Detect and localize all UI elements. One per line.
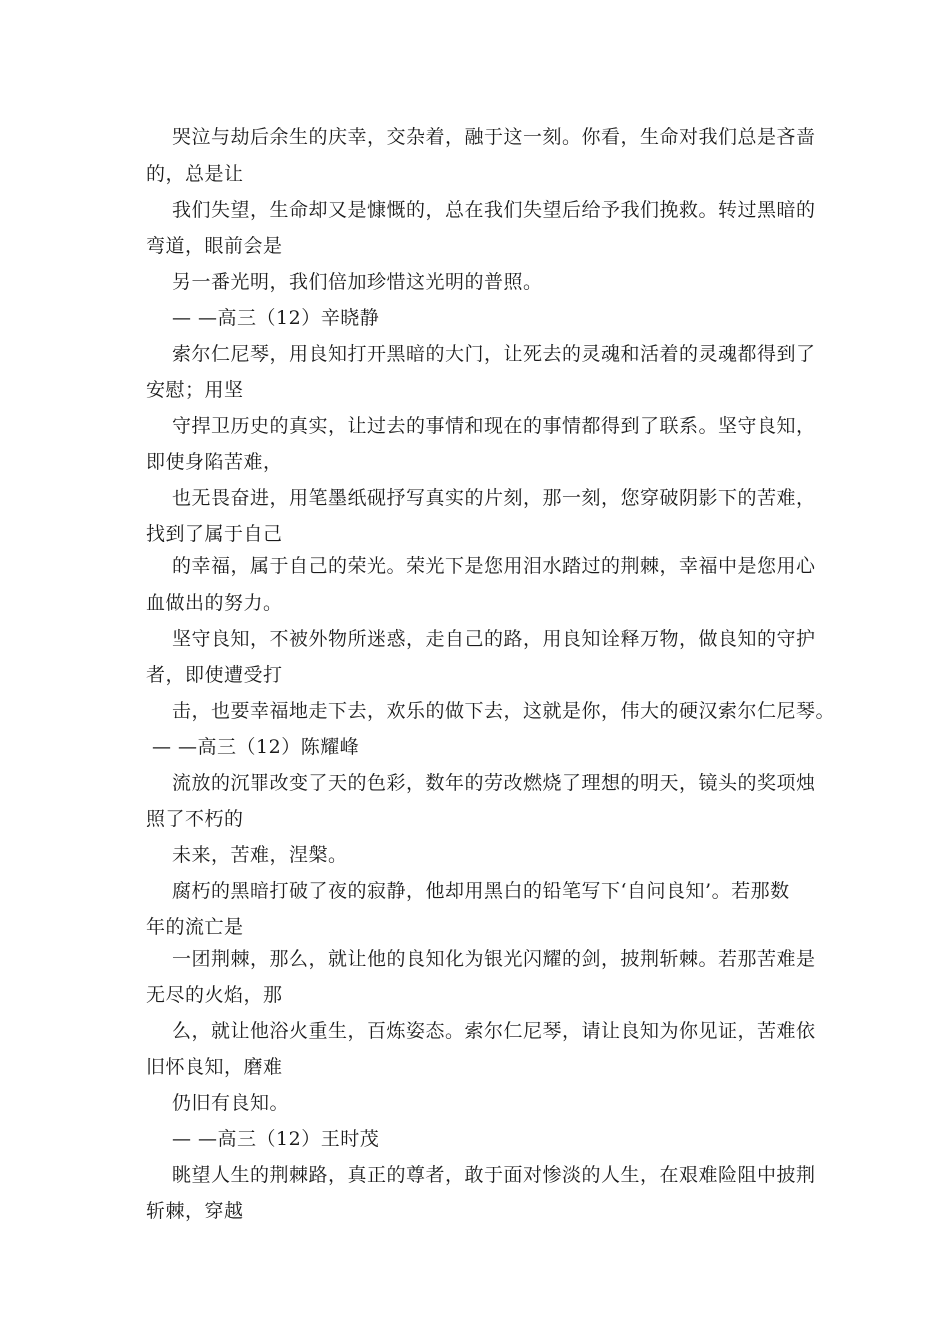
paragraph-line: 腐朽的黑暗打破了夜的寂静，他却用黑白的铅笔写下‘自问良知’。若那数 <box>172 880 790 902</box>
paragraph-line: 眺望人生的荆棘路，真正的尊者，敢于面对惨淡的人生，在艰难险阻中披荆 <box>172 1164 816 1186</box>
paragraph-line: 流放的沉罪改变了天的色彩，数年的劳改燃烧了理想的明天，镜头的奖项烛 <box>172 772 816 794</box>
paragraph-line: 击，也要幸福地走下去，欢乐的做下去，这就是你，伟大的硬汉索尔仁尼琴。 <box>172 700 836 722</box>
paragraph-line: 么，就让他浴火重生，百炼姿态。索尔仁尼琴，请让良知为你见证，苦难依 <box>172 1020 816 1042</box>
paragraph-line: 的，总是让 <box>146 163 244 185</box>
paragraph-line: 者，即使遭受打 <box>146 664 283 686</box>
paragraph-line: 的幸福，属于自己的荣光。荣光下是您用泪水踏过的荆棘，幸福中是您用心 <box>172 555 816 577</box>
paragraph-line: 一团荆棘，那么，就让他的良知化为银光闪耀的剑，披荆斩棘。若那苦难是 <box>172 948 816 970</box>
paragraph-line: 我们失望，生命却又是慷慨的，总在我们失望后给予我们挽救。转过黑暗的 <box>172 199 816 221</box>
paragraph-line: 仍旧有良知。 <box>172 1092 290 1114</box>
paragraph-line: 弯道，眼前会是 <box>146 235 283 257</box>
paragraph-line: 血做出的努力。 <box>146 592 283 614</box>
paragraph-line: 即使身陷苦难， <box>146 451 283 473</box>
paragraph-line: 斩棘，穿越 <box>146 1200 244 1222</box>
paragraph-line: 哭泣与劫后余生的庆幸，交杂着，融于这一刻。你看，生命对我们总是吝啬 <box>172 126 816 148</box>
paragraph-line: 照了不朽的 <box>146 808 244 830</box>
paragraph-line: 年的流亡是 <box>146 916 244 938</box>
author-signature: — —高三（12）王时茂 <box>172 1128 380 1150</box>
paragraph-line: 找到了属于自己 <box>146 523 283 545</box>
paragraph-line: 坚守良知，不被外物所迷惑，走自己的路，用良知诠释万物，做良知的守护 <box>172 628 816 650</box>
author-signature: — —高三（12）陈耀峰 <box>152 736 360 758</box>
paragraph-line: 旧怀良知，磨难 <box>146 1056 283 1078</box>
paragraph-line: 索尔仁尼琴，用良知打开黑暗的大门，让死去的灵魂和活着的灵魂都得到了 <box>172 343 816 365</box>
author-signature: — —高三（12）辛晓静 <box>172 307 380 329</box>
paragraph-line: 另一番光明，我们倍加珍惜这光明的普照。 <box>172 271 543 293</box>
paragraph-line: 无尽的火焰，那 <box>146 984 283 1006</box>
paragraph-line: 也无畏奋进，用笔墨纸砚抒写真实的片刻，那一刻，您穿破阴影下的苦难， <box>172 487 816 509</box>
paragraph-line: 未来，苦难，涅槃。 <box>172 844 348 866</box>
paragraph-line: 安慰；用坚 <box>146 379 244 401</box>
paragraph-line: 守捍卫历史的真实，让过去的事情和现在的事情都得到了联系。坚守良知， <box>172 415 816 437</box>
